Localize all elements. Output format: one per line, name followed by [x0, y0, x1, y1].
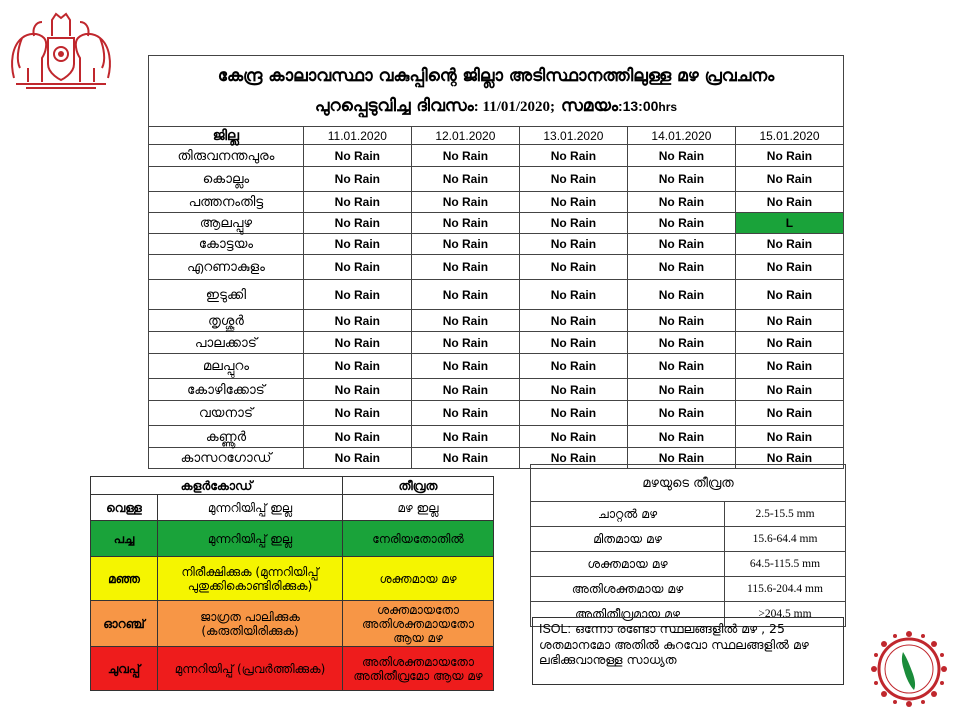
forecast-cell: No Rain [519, 234, 627, 255]
forecast-cell: No Rain [627, 145, 735, 167]
forecast-cell: No Rain [411, 379, 519, 401]
forecast-cell: No Rain [519, 167, 627, 192]
district-rainfall-forecast-table [148, 55, 844, 469]
forecast-cell: No Rain [735, 332, 843, 354]
table-row [531, 527, 846, 552]
date-header: 14.01.2020 [627, 127, 735, 145]
table-row [149, 426, 844, 448]
forecast-cell: No Rain [303, 379, 411, 401]
forecast-cell: No Rain [519, 379, 627, 401]
forecast-cell: No Rain [303, 213, 411, 234]
forecast-cell: No Rain [303, 354, 411, 379]
forecast-cell: No Rain [411, 354, 519, 379]
kerala-disaster-management-authority-logo [870, 630, 948, 708]
forecast-cell: No Rain [627, 332, 735, 354]
forecast-cell: No Rain [519, 354, 627, 379]
forecast-cell: No Rain [519, 280, 627, 310]
forecast-cell: No Rain [735, 145, 843, 167]
district-column-header: ജില്ല [149, 127, 304, 145]
forecast-cell: No Rain [627, 280, 735, 310]
isol-text: ഒന്നോ രണ്ടോ സ്ഥലങ്ങളിൽ മഴ , 25 ശതമാനമോ അതിൽ കുറവോ സ്ഥലങ്ങളിൽ മഴ ലഭിക്കുവാനുള്ള സാധ്യത [539, 621, 809, 667]
forecast-title [149, 56, 844, 127]
district-name: ഇടുക്കി [149, 280, 304, 310]
table-row [149, 145, 844, 167]
colour-name: വെള്ള [91, 495, 158, 521]
intensity-range: 2.5-15.5 mm [725, 502, 846, 527]
intensity-label: അതിശക്തമായ മഴ [531, 577, 725, 602]
forecast-cell: No Rain [303, 192, 411, 213]
intensity-range: >204.5 mm [725, 602, 846, 627]
table-row [149, 234, 844, 255]
forecast-cell: No Rain [411, 310, 519, 332]
colour-meaning: മുന്നറിയിപ്പ് ഇല്ല [158, 521, 343, 557]
issue-date: : 11/01/2020; [473, 98, 556, 115]
forecast-cell: No Rain [735, 167, 843, 192]
forecast-cell: No Rain [519, 255, 627, 280]
forecast-cell: No Rain [411, 448, 519, 469]
colour-intensity: ശക്തമായതോ അതിശക്തമായതോ ആയ മഴ [343, 601, 494, 647]
intensity-label: മിതമായ മഴ [531, 527, 725, 552]
forecast-cell: No Rain [627, 255, 735, 280]
table-row [149, 192, 844, 213]
district-name: കാസറഗോഡ് [149, 448, 304, 469]
forecast-cell: No Rain [735, 255, 843, 280]
colour-intensity: ശക്തമായ മഴ [343, 557, 494, 601]
colour-row-yellow [91, 557, 494, 601]
table-row [149, 354, 844, 379]
table-row [149, 401, 844, 426]
forecast-cell: No Rain [411, 332, 519, 354]
colour-intensity: അതിശക്തമായതോ അതിതീവ്രമോ ആയ മഴ [343, 647, 494, 691]
intensity-label: അതിതീവ്രമായ മഴ [531, 602, 725, 627]
issue-time-suffix: hrs [658, 99, 678, 114]
date-header: 15.01.2020 [735, 127, 843, 145]
district-name: തിരുവനന്തപുരം [149, 145, 304, 167]
table-row [531, 552, 846, 577]
forecast-cell: No Rain [627, 354, 735, 379]
forecast-cell: No Rain [735, 234, 843, 255]
forecast-cell: No Rain [411, 192, 519, 213]
forecast-cell: No Rain [627, 448, 735, 469]
district-name: കോഴിക്കോട് [149, 379, 304, 401]
date-header: 12.01.2020 [411, 127, 519, 145]
forecast-cell: No Rain [303, 280, 411, 310]
issue-date-label: പുറപ്പെടുവിച്ച ദിവസം [314, 95, 474, 116]
forecast-cell: No Rain [303, 145, 411, 167]
colour-row-orange [91, 601, 494, 647]
forecast-cell: No Rain [411, 145, 519, 167]
forecast-cell: No Rain [303, 401, 411, 426]
colour-meaning: മുന്നറിയിപ്പ് (പ്രവർത്തിക്കുക) [158, 647, 343, 691]
forecast-cell: No Rain [627, 167, 735, 192]
colour-meaning: നിരീക്ഷിക്കുക (മുന്നറിയിപ്പ് പുതുക്കികൊണ്ടിരിക്കുക) [158, 557, 343, 601]
district-name: കോട്ടയം [149, 234, 304, 255]
colour-name: മഞ്ഞ [91, 557, 158, 601]
forecast-cell: No Rain [627, 234, 735, 255]
district-name: വയനാട് [149, 401, 304, 426]
district-name: കൊല്ലം [149, 167, 304, 192]
table-row [531, 502, 846, 527]
colour-meaning: ജാഗ്രത പാലിക്കുക (കരുതിയിരിക്കുക) [158, 601, 343, 647]
forecast-cell: No Rain [303, 255, 411, 280]
forecast-cell: No Rain [303, 234, 411, 255]
forecast-cell: No Rain [519, 426, 627, 448]
table-row [149, 255, 844, 280]
forecast-cell: No Rain [519, 401, 627, 426]
forecast-cell: No Rain [735, 192, 843, 213]
forecast-cell: No Rain [411, 213, 519, 234]
forecast-cell-light-rain: L [735, 213, 843, 234]
forecast-cell: No Rain [303, 310, 411, 332]
intensity-range: 15.6-64.4 mm [725, 527, 846, 552]
forecast-cell: No Rain [735, 354, 843, 379]
table-row [531, 577, 846, 602]
forecast-cell: No Rain [627, 192, 735, 213]
table-row [149, 332, 844, 354]
forecast-cell: No Rain [519, 332, 627, 354]
forecast-cell: No Rain [735, 401, 843, 426]
colour-row-white [91, 495, 494, 521]
table-row [149, 310, 844, 332]
forecast-cell: No Rain [303, 167, 411, 192]
forecast-title-line2 [149, 91, 843, 122]
colour-meaning: മുന്നറിയിപ്പ് ഇല്ല [158, 495, 343, 521]
forecast-cell: No Rain [735, 426, 843, 448]
forecast-cell: No Rain [627, 310, 735, 332]
intensity-label: ചാറ്റൽ മഴ [531, 502, 725, 527]
colour-row-red [91, 647, 494, 691]
colour-intensity: മഴ ഇല്ല [343, 495, 494, 521]
colour-code-header: കളർകോഡ് [91, 477, 343, 495]
date-header: 11.01.2020 [303, 127, 411, 145]
forecast-cell: No Rain [411, 426, 519, 448]
district-name: കണ്ണൂർ [149, 426, 304, 448]
forecast-cell: No Rain [735, 310, 843, 332]
forecast-cell: No Rain [735, 448, 843, 469]
colour-row-green [91, 521, 494, 557]
issue-time: :13:00 [617, 97, 659, 114]
forecast-cell: No Rain [411, 255, 519, 280]
forecast-cell: No Rain [303, 448, 411, 469]
forecast-cell: No Rain [519, 310, 627, 332]
colour-name: ചുവപ്പ് [91, 647, 158, 691]
issue-time-label: സമയം [560, 95, 618, 116]
forecast-cell: No Rain [627, 213, 735, 234]
forecast-cell: No Rain [411, 167, 519, 192]
intensity-range: 64.5-115.5 mm [725, 552, 846, 577]
forecast-cell: No Rain [519, 145, 627, 167]
forecast-cell: No Rain [735, 280, 843, 310]
district-name: തൃശ്ശൂർ [149, 310, 304, 332]
intensity-label: ശക്തമായ മഴ [531, 552, 725, 577]
colour-name: പച്ച [91, 521, 158, 557]
forecast-cell: No Rain [411, 280, 519, 310]
kerala-state-emblem [6, 8, 116, 90]
table-row [149, 213, 844, 234]
colour-intensity: നേരിയതോതിൽ [343, 521, 494, 557]
forecast-cell: No Rain [627, 401, 735, 426]
colour-code-table [90, 476, 494, 691]
forecast-cell: No Rain [411, 234, 519, 255]
table-row [149, 280, 844, 310]
forecast-cell: No Rain [519, 192, 627, 213]
table-row [149, 379, 844, 401]
forecast-cell: No Rain [735, 379, 843, 401]
district-name: പാലക്കാട് [149, 332, 304, 354]
isol-lead: ISOL: [539, 622, 571, 636]
colour-name: ഓറഞ്ച് [91, 601, 158, 647]
district-name: എറണാകുളം [149, 255, 304, 280]
forecast-title-line1: കേന്ദ്ര കാലാവസ്ഥാ വകുപ്പിന്റെ ജില്ലാ അടിസ്ഥാനത്തിലുള്ള മഴ പ്രവചനം [217, 65, 775, 86]
district-name: പത്തനംതിട്ട [149, 192, 304, 213]
intensity-range: 115.6-204.4 mm [725, 577, 846, 602]
isol-note [532, 617, 844, 685]
rain-intensity-table [530, 464, 846, 627]
forecast-cell: No Rain [627, 426, 735, 448]
forecast-cell: No Rain [303, 426, 411, 448]
forecast-cell: No Rain [411, 401, 519, 426]
forecast-cell: No Rain [303, 332, 411, 354]
forecast-cell: No Rain [519, 213, 627, 234]
date-header: 13.01.2020 [519, 127, 627, 145]
forecast-cell: No Rain [627, 379, 735, 401]
table-row [149, 167, 844, 192]
district-name: മലപ്പുറം [149, 354, 304, 379]
colour-intensity-header: തീവ്രത [343, 477, 494, 495]
forecast-cell: No Rain [519, 448, 627, 469]
rain-intensity-title: മഴയുടെ തീവ്രത [531, 465, 846, 502]
district-name: ആലപ്പുഴ [149, 213, 304, 234]
